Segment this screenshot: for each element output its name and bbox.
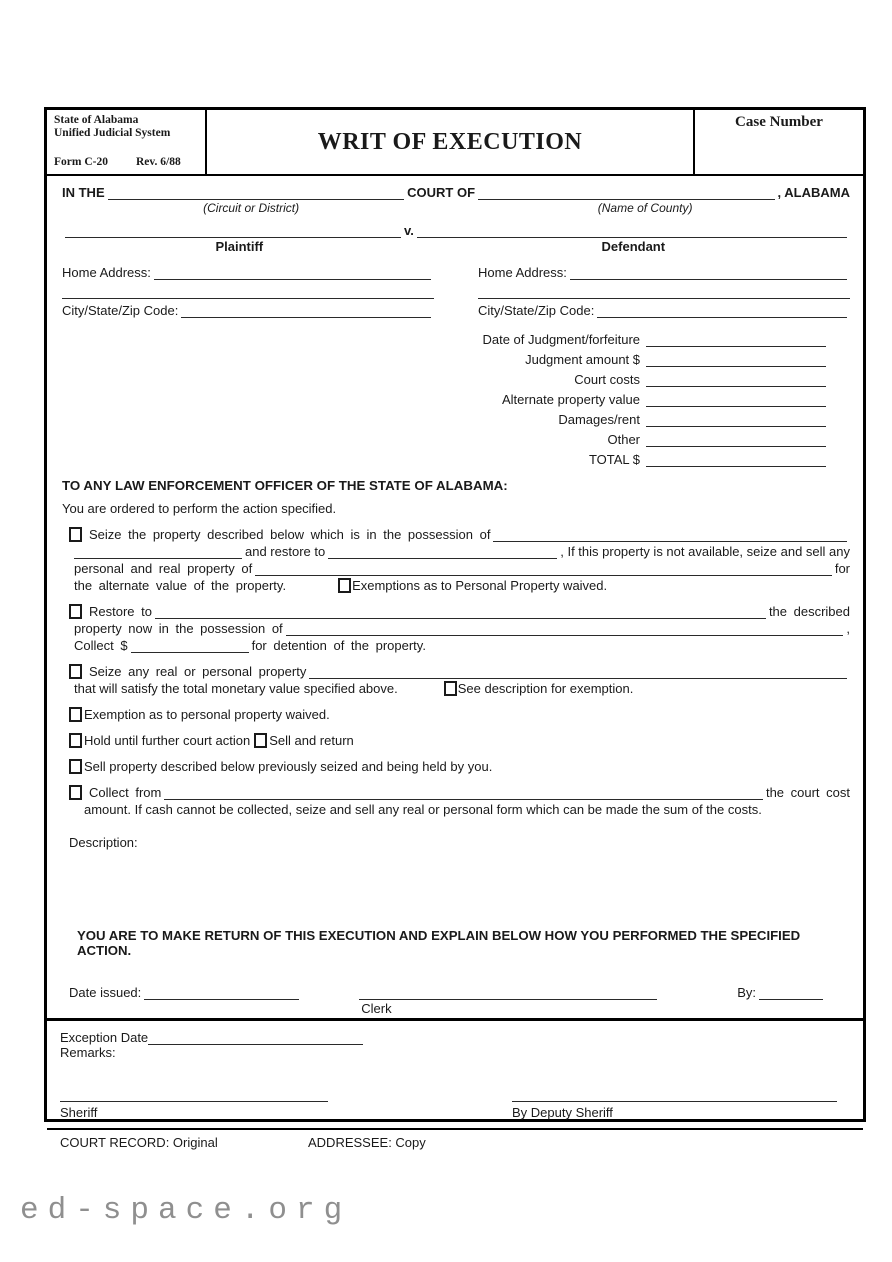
damages-rent-label: Damages/rent: [558, 412, 640, 427]
field-county[interactable]: [478, 184, 775, 200]
form-number: Form C-20: [54, 155, 108, 168]
by-label: By:: [737, 985, 756, 1000]
form-body: [47, 176, 863, 1018]
exception-date-row: [60, 1029, 850, 1045]
sell-return-text: Sell and return: [269, 733, 354, 748]
sheriff-label: Sheriff: [60, 1105, 98, 1120]
checkbox-exemption-waived[interactable]: [69, 707, 82, 722]
orders-intro: You are ordered to perform the action specified.: [62, 501, 337, 516]
form-revision: Rev. 6/88: [135, 155, 181, 168]
field-plaintiff-address-line2[interactable]: [62, 283, 434, 299]
sell-property-text: Sell property described below previously seized and being held by you.: [84, 759, 493, 774]
agency-line2: Unified Judicial System: [54, 127, 171, 140]
home-address-label: Home Address:: [62, 265, 151, 280]
party-labels-row: [62, 239, 850, 254]
order-sell-property: [69, 757, 850, 774]
court-costs-label: Court costs: [574, 372, 640, 387]
plaintiff-address-col: [62, 264, 434, 318]
field-other-amount[interactable]: [646, 431, 826, 447]
judgment-row: [406, 327, 826, 347]
defendant-address-col: [478, 264, 850, 318]
collect-from-text: Collect from: [89, 785, 162, 800]
circuit-district-hint: (Circuit or District): [203, 201, 300, 215]
field-defendant-address-line2[interactable]: [478, 283, 850, 299]
total-label: TOTAL $: [588, 452, 640, 467]
judgment-row: [406, 407, 826, 427]
field-exception-date[interactable]: [148, 1029, 363, 1045]
judgment-amounts-section: [406, 327, 826, 467]
seize-any-text: Seize any real or personal property: [89, 664, 307, 679]
the-described-text: the described: [768, 604, 850, 619]
field-defendant-home-address[interactable]: [570, 264, 847, 280]
county-hint: (Name of County): [597, 201, 693, 215]
field-seize-any-property[interactable]: [309, 663, 847, 679]
addressee-label: ADDRESSEE: Copy: [308, 1135, 426, 1150]
seize-possession-text2: , If this property is not available, seize and sell any: [560, 544, 850, 559]
detention-text: for detention of the property.: [251, 638, 426, 653]
court-record-label: COURT RECORD: Original: [60, 1135, 218, 1150]
judgment-row: [406, 367, 826, 387]
field-defendant-city-state-zip[interactable]: [597, 302, 847, 318]
field-deputy-sheriff-signature[interactable]: [512, 1086, 837, 1102]
checkbox-see-description-exemption[interactable]: [444, 681, 457, 696]
judgment-row: [406, 427, 826, 447]
checkbox-restore[interactable]: [69, 604, 82, 619]
case-number-box: [693, 110, 863, 174]
case-number-field[interactable]: [701, 131, 857, 165]
date-issued-row: [69, 984, 850, 1016]
defendant-address-line2-row: [478, 283, 850, 299]
agency-line1: State of Alabama: [54, 114, 139, 126]
clerk-label: Clerk: [361, 1001, 392, 1016]
collect-cash-text: amount. If cash cannot be collected, seize and sell any real or personal form which can be made the sum of the costs.: [84, 802, 762, 817]
judgment-amount-label: Judgment amount $: [525, 352, 640, 367]
alternate-value-text: the alternate value of the property.: [74, 578, 287, 593]
clerk-signature-block: [359, 984, 657, 1016]
home-address-label: Home Address:: [478, 265, 567, 280]
exemption-waived-text: Exemption as to personal property waived.: [84, 707, 330, 722]
field-possession-of[interactable]: [493, 526, 847, 542]
see-description-text: See description for exemption.: [457, 681, 634, 696]
field-judgment-date[interactable]: [646, 331, 826, 347]
comma-text: ,: [846, 621, 850, 636]
field-judgment-amount[interactable]: [646, 351, 826, 367]
versus-row: [62, 222, 850, 238]
form-number-row: [54, 156, 198, 169]
return-instruction: YOU ARE TO MAKE RETURN OF THIS EXECUTION AND EXPLAIN BELOW HOW YOU PERFORMED THE SPECIFIED ACTION.: [77, 928, 801, 958]
caption-hints: [62, 201, 850, 215]
in-the-label: IN THE: [62, 185, 105, 200]
form-title: WRIT OF EXECUTION: [317, 128, 583, 155]
field-plaintiff-name[interactable]: [65, 222, 401, 238]
watermark: ed-space.org: [20, 1193, 352, 1228]
order-seize-possession: [69, 525, 850, 593]
distribution-footer: [47, 1128, 863, 1156]
checkbox-seize-any-property[interactable]: [69, 664, 82, 679]
field-collect-from[interactable]: [164, 784, 763, 800]
description-label: Description:: [69, 835, 138, 850]
court-cost-text: the court cost: [765, 785, 850, 800]
deputy-sheriff-label: By Deputy Sheriff: [512, 1105, 613, 1120]
order-hold-or-sell: [69, 731, 850, 748]
defendant-label: Defendant: [601, 239, 666, 254]
case-number-label: Case Number: [735, 114, 823, 130]
satisfy-value-text: that will satisfy the total monetary value specified above.: [74, 681, 398, 696]
addresses-section: [62, 264, 850, 318]
field-damages-rent[interactable]: [646, 411, 826, 427]
court-of-label: COURT OF: [407, 185, 476, 200]
date-issued-label: Date issued:: [69, 985, 142, 1000]
title-box: [207, 110, 693, 174]
field-circuit-district[interactable]: [108, 184, 405, 200]
checkbox-sell-property-previously-seized[interactable]: [69, 759, 82, 774]
officer-heading: TO ANY LAW ENFORCEMENT OFFICER OF THE STATE OF ALABAMA:: [62, 478, 508, 493]
order-restore: [69, 602, 850, 653]
property-possession-text: property now in the possession of: [74, 621, 283, 636]
versus-label: v.: [404, 223, 414, 238]
exemptions-waived-text: Exemptions as to Personal Property waived.: [352, 578, 608, 593]
checkbox-exemptions-personal-property-waived[interactable]: [338, 578, 351, 593]
judgment-row: [406, 347, 826, 367]
field-restore-to[interactable]: [328, 543, 557, 559]
field-restore-to-party[interactable]: [155, 603, 766, 619]
signature-labels-row: [60, 1105, 850, 1120]
checkbox-collect-court-cost[interactable]: [69, 785, 82, 800]
plaintiff-address-line2-row: [62, 283, 434, 299]
exception-date-label: Exception Date: [60, 1030, 149, 1045]
plaintiff-city-row: [62, 302, 434, 318]
checkbox-hold-until-further-action[interactable]: [69, 733, 82, 748]
description-area[interactable]: [62, 850, 850, 888]
for-text: for: [834, 561, 850, 576]
order-seize-any: [69, 662, 850, 696]
defendant-home-address-row: [478, 264, 850, 280]
field-by[interactable]: [759, 984, 823, 1000]
city-state-zip-label: City/State/Zip Code:: [62, 303, 179, 318]
personal-real-property-text: personal and real property of: [74, 561, 253, 576]
agency-box: [47, 110, 207, 174]
alternate-property-value-label: Alternate property value: [501, 392, 640, 407]
plaintiff-label: Plaintiff: [215, 239, 264, 254]
plaintiff-home-address-row: [62, 264, 434, 280]
field-clerk-signature[interactable]: [359, 984, 657, 1000]
city-state-zip-label: City/State/Zip Code:: [478, 303, 595, 318]
exception-section: [47, 1018, 863, 1128]
and-restore-to-text: and restore to: [245, 544, 326, 559]
field-plaintiff-home-address[interactable]: [154, 264, 431, 280]
restore-to-text: Restore to: [89, 604, 152, 619]
field-possession-of-cont[interactable]: [74, 543, 242, 559]
judgment-row: [406, 387, 826, 407]
judgment-date-label: Date of Judgment/forfeiture: [482, 332, 640, 347]
writ-of-execution-form: [44, 107, 866, 1150]
defendant-city-row: [478, 302, 850, 318]
agency-lines: [54, 114, 198, 140]
hold-text: Hold until further court action: [84, 733, 251, 748]
field-total-amount[interactable]: [646, 451, 826, 467]
checkbox-sell-and-return[interactable]: [254, 733, 267, 748]
alabama-label: , ALABAMA: [777, 185, 850, 200]
court-caption-row: [62, 184, 850, 200]
collect-amount-text: Collect $: [74, 638, 128, 653]
field-alternate-property-value[interactable]: [646, 391, 826, 407]
judgment-row: [406, 447, 826, 467]
order-exemption-waived: [69, 705, 850, 722]
signature-lines-row: [60, 1086, 850, 1102]
field-court-costs[interactable]: [646, 371, 826, 387]
field-sheriff-signature[interactable]: [60, 1086, 328, 1102]
field-detention-amount[interactable]: [131, 637, 249, 653]
other-label: Other: [607, 432, 640, 447]
form-header: [47, 110, 863, 176]
field-property-possession-of[interactable]: [286, 620, 844, 636]
seize-possession-text1: Seize the property described below which is in the possession of: [89, 527, 491, 542]
field-defendant-name[interactable]: [417, 222, 847, 238]
checkbox-seize-possession[interactable]: [69, 527, 82, 542]
field-date-issued[interactable]: [144, 984, 299, 1000]
field-plaintiff-city-state-zip[interactable]: [181, 302, 431, 318]
order-collect: [69, 783, 850, 817]
field-personal-real-property-of[interactable]: [255, 560, 832, 576]
remarks-label: Remarks:: [60, 1045, 116, 1060]
